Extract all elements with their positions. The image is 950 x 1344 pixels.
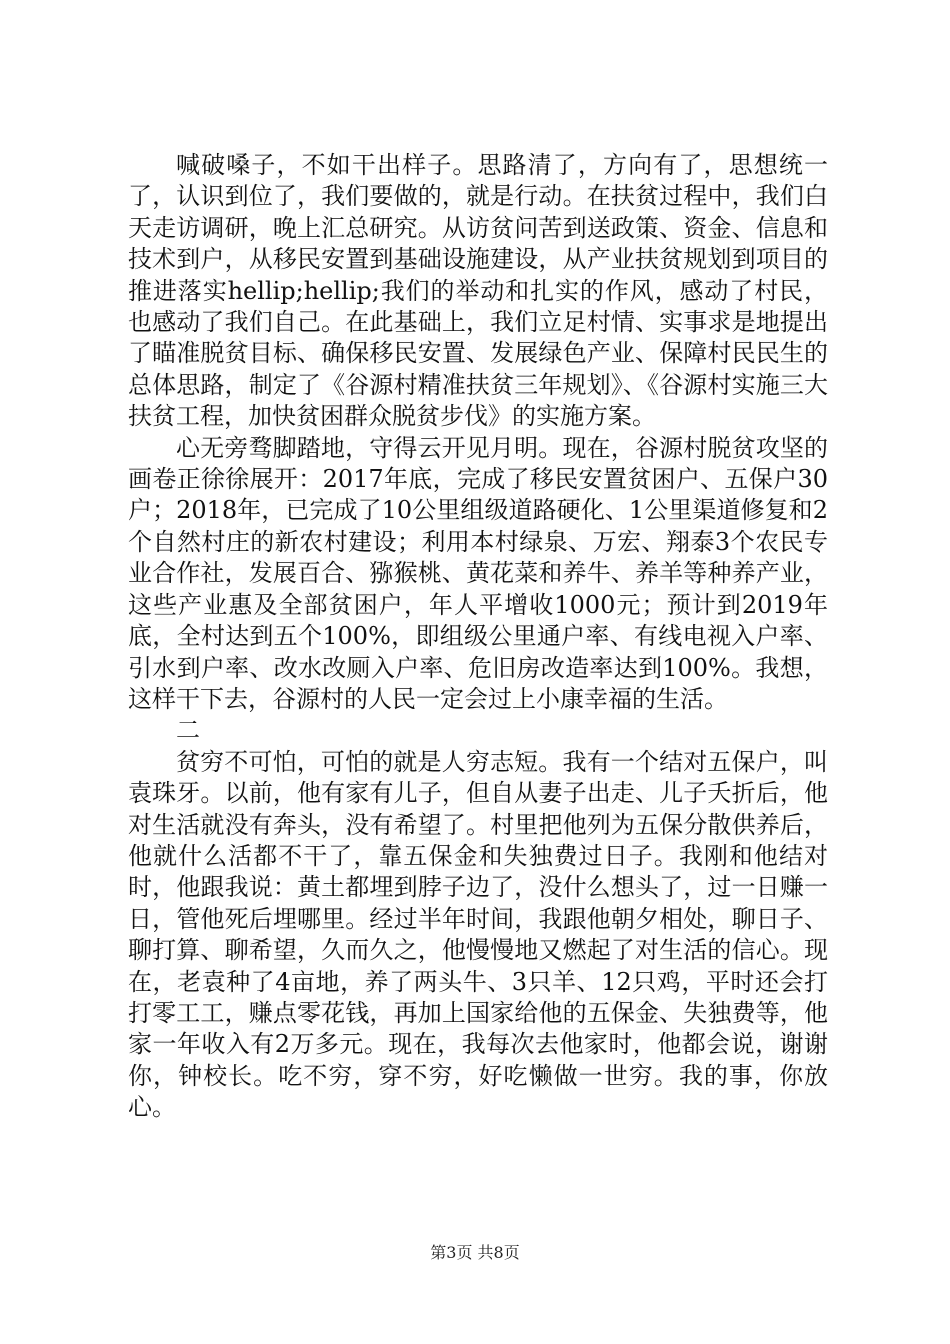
document-body	[128, 150, 828, 1124]
page-footer: 第3页 共8页	[430, 1243, 520, 1262]
paragraph-action: 喊破嗓子，不如干出样子。思路清了，方向有了，思想统一了，认识到位了，我们要做的，就是行动。在扶贫过程中，我们白天走访调研，晚上汇总研究。从访贫问苦到送政策、资金、信息和技术到户，从移民安置到基础设施建设，从产业扶贫规划到项目的推进落实hellip;hellip;我们的举动和扎实的作风，感动了村民，也感动了我们自己。在此基础上，我们立足村情、实事求是地提出了瞄准脱贫目标、确保移民安置、发展绿色产业、保障村民民生的总体思路，制定了《谷源村精准扶贫三年规划》、《谷源村实施三大扶贫工程，加快贫困群众脱贫步伐》的实施方案。	[128, 151, 828, 431]
paragraph-story: 贫穷不可怕，可怕的就是人穷志短。我有一个结对五保户，叫袁珠牙。以前，他有家有儿子，但自从妻子出走、儿子夭折后，他对生活就没有奔头，没有希望了。村里把他列为五保分散供养后，他就什么活都不干了，靠五保金和失独费过日子。我刚和他结对时，他跟我说：黄土都埋到脖子边了，没什么想头了，过一日赚一日，管他死后埋哪里。经过半年时间，我跟他朝夕相处，聊日子、聊打算、聊希望，久而久之，他慢慢地又燃起了对生活的信心。现在，老袁种了4亩地，养了两头牛、3只羊、12只鸡，平时还会打打零工工，赚点零花钱，再加上国家给他的五保金、失独费等，他家一年收入有2万多元。现在，我每次去他家时，他都会说，谢谢你，钟校长。吃不穷，穿不穷，好吃懒做一世穷。我的事，你放心。	[128, 747, 828, 1122]
section-heading: 二	[176, 716, 200, 745]
paragraph-progress: 心无旁骛脚踏地，守得云开见月明。现在，谷源村脱贫攻坚的画卷正徐徐展开：2017年底，完成了移民安置贫困户、五保户30户；2018年，已完成了10公里组级道路硬化、1公里渠道修复和2个自然村庄的新农村建设；利用本村绿泉、万宏、翔泰3个农民专业合作社，发展百合、猕猴桃、黄花菜和养牛、养羊等种养产业，这些产业惠及全部贫困户，年人平增收1000元；预计到2019年底，全村达到五个100%，即组级公里通户率、有线电视入户率、引水到户率、改水改厕入户率、危旧房改造率达到100%。我想，这样干下去，谷源村的人民一定会过上小康幸福的生活。	[128, 433, 828, 713]
